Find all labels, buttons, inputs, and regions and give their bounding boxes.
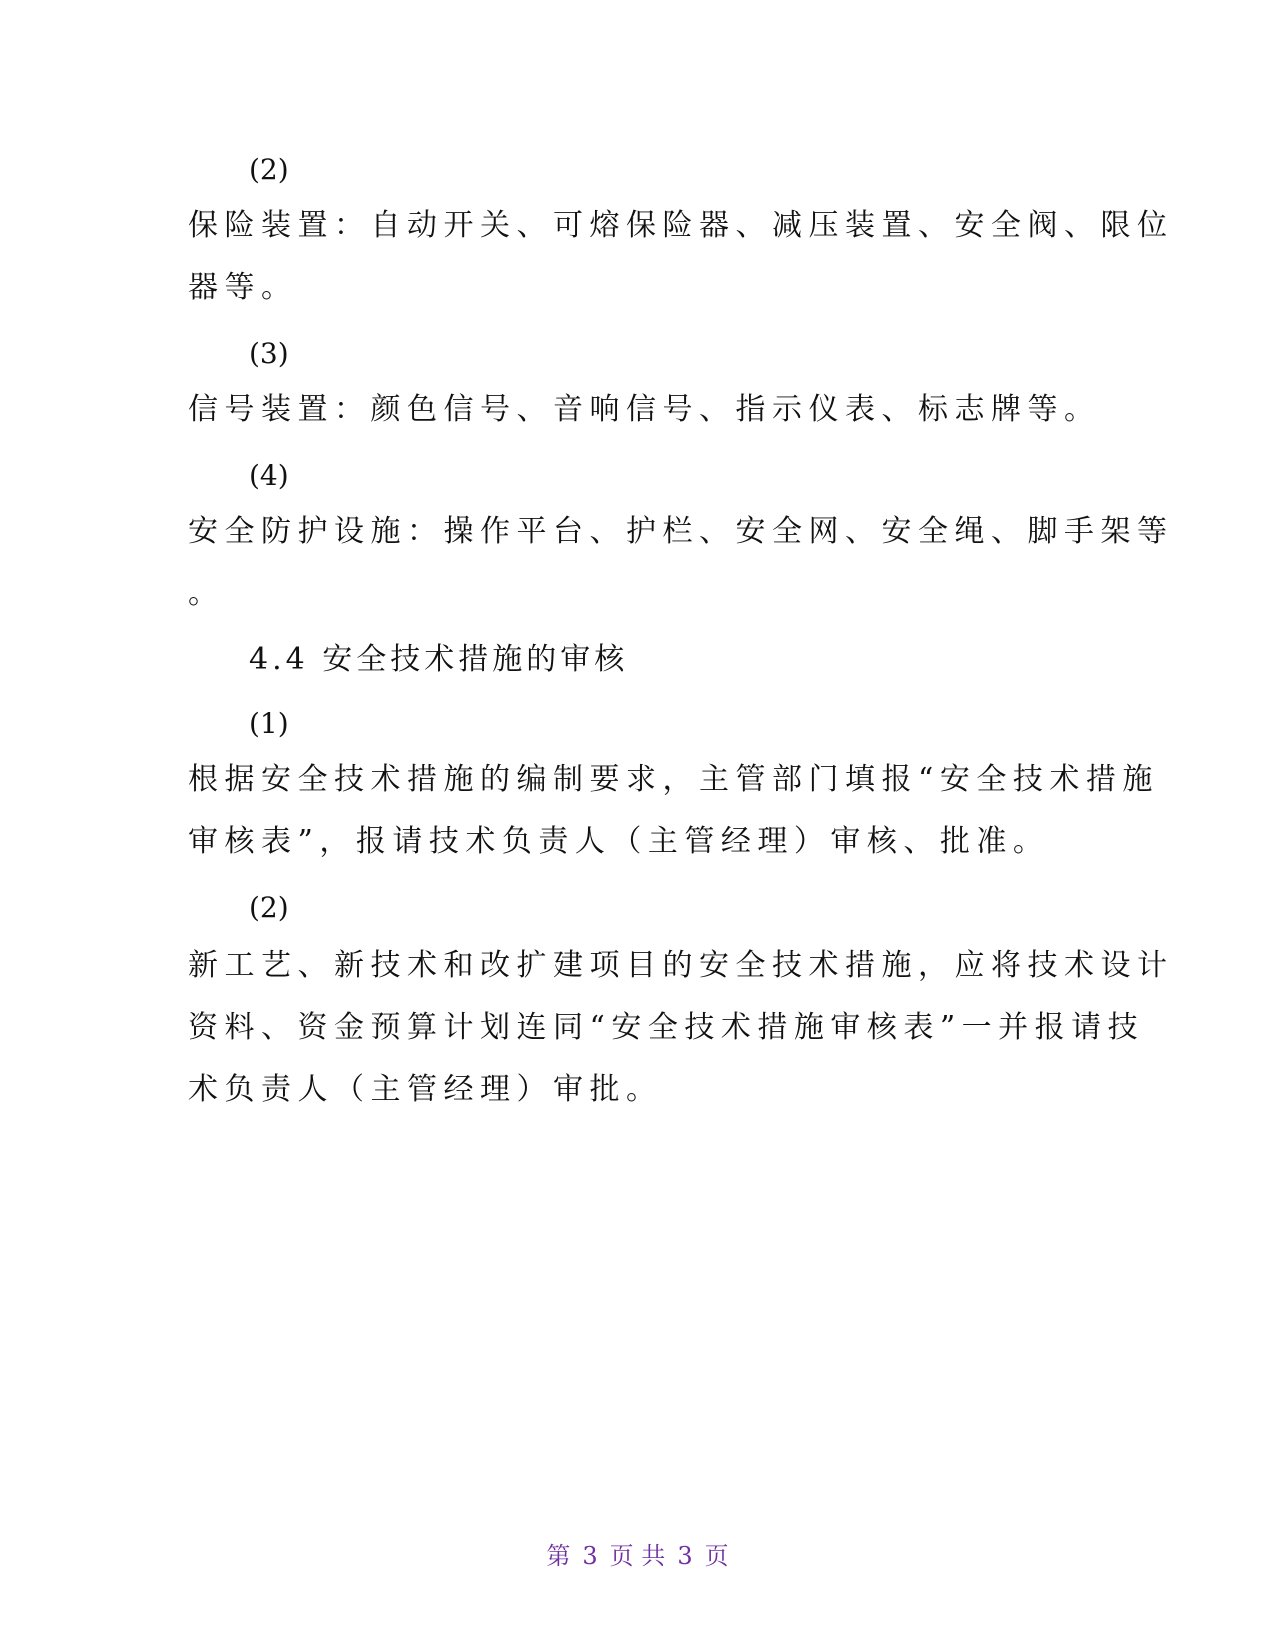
item-number: (2) <box>249 153 289 186</box>
item-text-line: 术负责人（主管经理）审批。 <box>188 1072 663 1107</box>
item-text-line: 根据安全技术措施的编制要求，主管部门填报“安全技术措施 <box>188 762 1159 797</box>
item-number: (3) <box>249 337 289 370</box>
page-footer <box>0 1540 1275 1572</box>
section-heading: 4.4 安全技术措施的审核 <box>249 642 629 677</box>
item-number: (2) <box>249 891 289 924</box>
item-text-line: 信号装置：颜色信号、音响信号、指示仪表、标志牌等。 <box>188 392 1101 427</box>
item-text-line: 审核表”，报请技术负责人（主管经理）审核、批准。 <box>188 824 1050 859</box>
item-text-line: 。 <box>188 576 225 611</box>
item-text-line: 资料、资金预算计划连同“安全技术措施审核表”一并报请技 <box>188 1010 1145 1045</box>
footer-middle: 页 共 <box>609 1542 666 1570</box>
item-text-line: 新工艺、新技术和改扩建项目的安全技术措施，应将技术设计 <box>188 948 1174 983</box>
footer-suffix: 页 <box>704 1542 729 1570</box>
footer-page-number: 3 <box>582 1542 598 1570</box>
footer-prefix: 第 <box>546 1542 571 1570</box>
item-text-line: 保险装置：自动开关、可熔保险器、减压装置、安全阀、限位 <box>188 208 1174 243</box>
footer-total-pages: 3 <box>677 1542 693 1570</box>
item-text-line: 器等。 <box>188 270 298 305</box>
item-number: (4) <box>249 459 289 492</box>
item-number: (1) <box>249 707 289 740</box>
item-text-line: 安全防护设施：操作平台、护栏、安全网、安全绳、脚手架等 <box>188 514 1174 549</box>
